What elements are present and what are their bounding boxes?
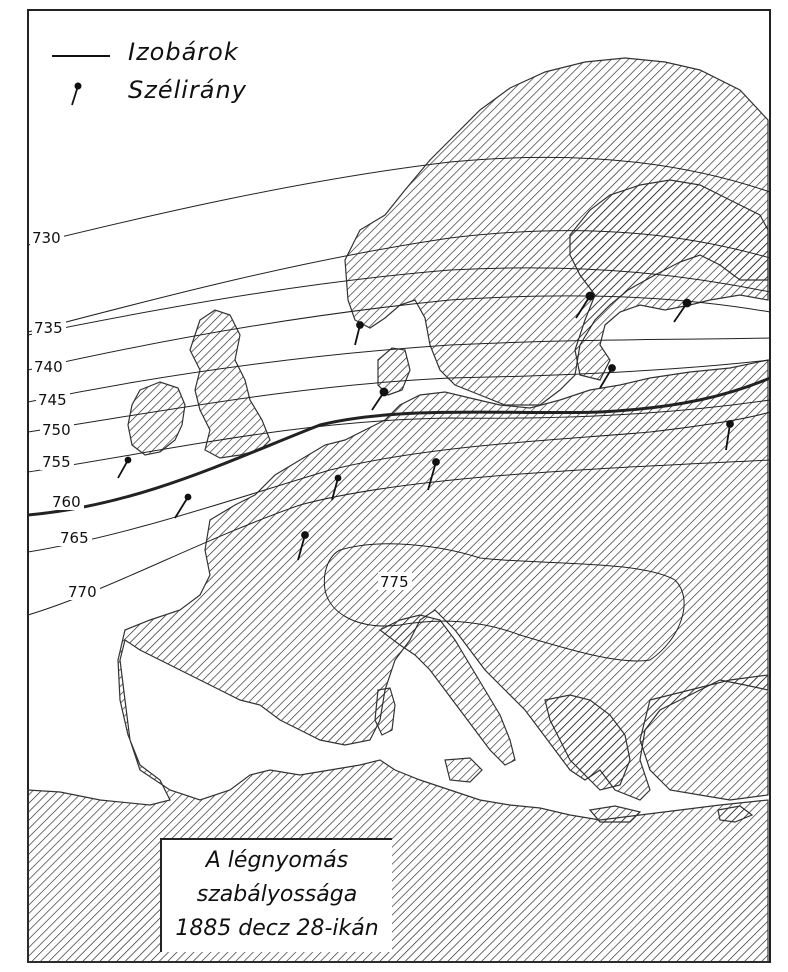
crete <box>590 806 640 822</box>
isobar-label-735: 735 <box>34 319 63 337</box>
legend-wind-label: Szélirány <box>128 76 247 104</box>
wind-arrow <box>372 389 388 411</box>
isobar-label-760: 760 <box>52 493 81 511</box>
isobar-label-775: 775 <box>380 573 409 591</box>
legend-wind-arrow-icon <box>72 83 81 105</box>
corsica-sardinia <box>375 688 395 735</box>
legend-graphics <box>52 56 110 105</box>
isobar-label-750: 750 <box>42 421 71 439</box>
sicily <box>445 758 482 782</box>
legend-isobars-label: Izobárok <box>128 38 239 66</box>
title-line-1: A légnyomás <box>205 848 349 873</box>
finland-baltic <box>570 180 768 380</box>
isobar-label-730: 730 <box>32 229 61 247</box>
isobar-label-765: 765 <box>60 529 89 547</box>
ireland <box>128 382 185 455</box>
title-line-2: szabályossága <box>196 882 358 907</box>
isobar-label-770: 770 <box>68 583 97 601</box>
isobar-label-740: 740 <box>34 358 63 376</box>
land-masses <box>28 58 768 962</box>
wind-arrow <box>355 322 363 345</box>
map-title-box <box>160 838 392 952</box>
wind-arrow <box>118 458 131 479</box>
isobar-label-755: 755 <box>42 453 71 471</box>
great-britain <box>190 310 270 458</box>
title-line-3: 1885 decz 28-ikán <box>175 916 379 941</box>
isobar-label-745: 745 <box>38 391 67 409</box>
